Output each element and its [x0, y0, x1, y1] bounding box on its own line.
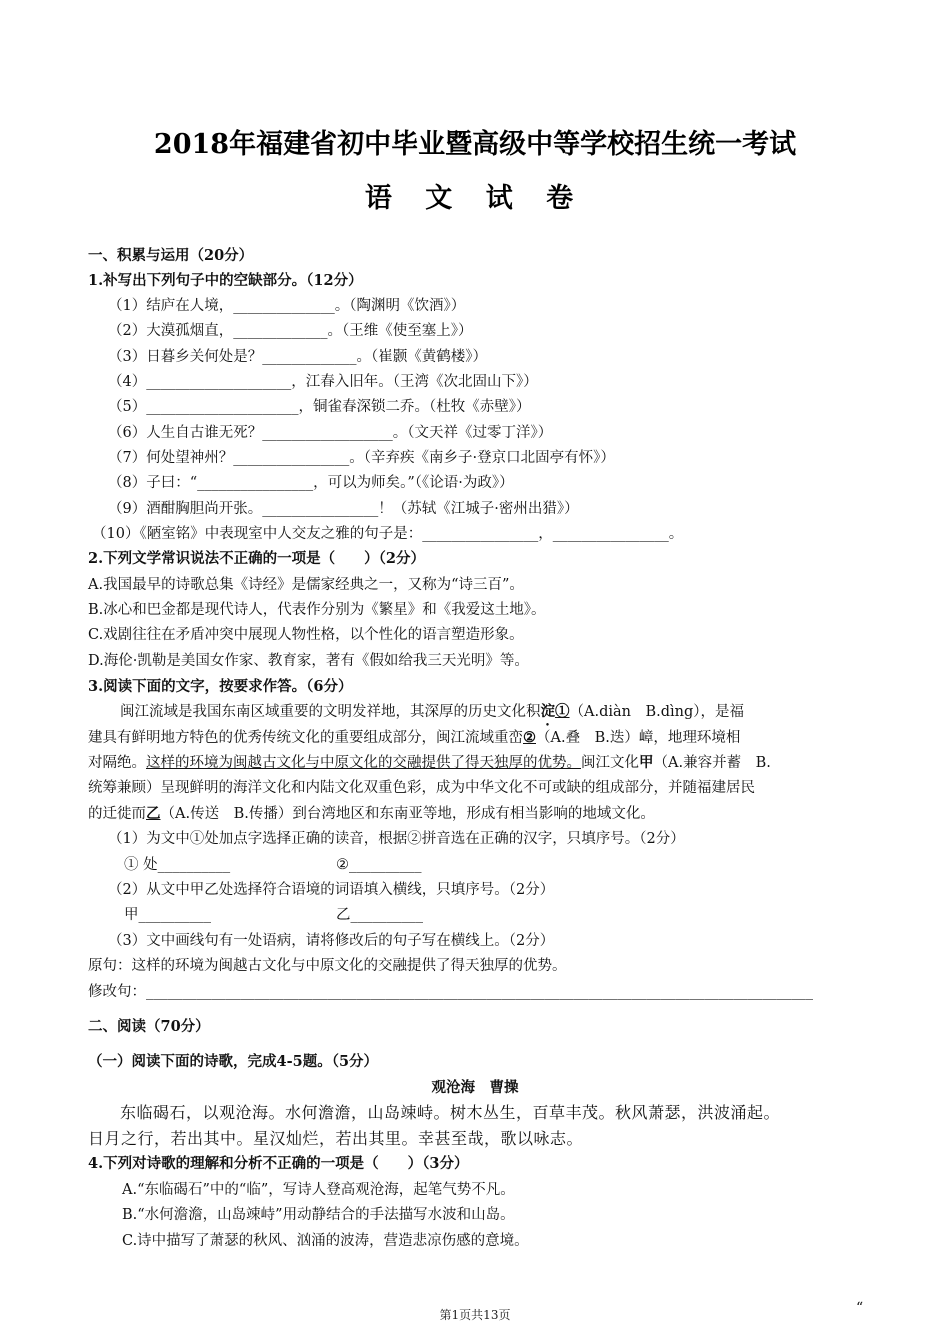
poem-line-2: 日月之行，若出其中。星汉灿烂，若出其里。幸甚至哉，歌以咏志。 [88, 1129, 584, 1148]
page-footer: 第1页共13页 [439, 1308, 511, 1322]
q3-sub-1-answer-b: ②__________ [336, 857, 422, 873]
blank-2: ② [523, 729, 536, 746]
dotted-char: 淀 [540, 703, 555, 720]
q2-option-a: A.我国最早的诗歌总集《诗经》是儒家经典之一，又称为“诗三百”。 [88, 577, 524, 593]
q3-sub-2-answer-jia: 甲__________ [124, 907, 211, 923]
q1-item-3: （3）日暮乡关何处是？_____________。（崔颢《黄鹤楼》） [108, 349, 487, 365]
exam-subtitle: 语 文 试 卷 [364, 183, 586, 214]
blank-yi: 乙 [146, 805, 161, 822]
q2-option-d: D.海伦·凯勒是美国女作家、教育家，著有《假如给我三天光明》等。 [88, 653, 529, 669]
question-4-heading: 4.下列对诗歌的理解和分析不正确的一项是（ ）（3分） [88, 1155, 469, 1172]
reading-part-1-heading: （一）阅读下面的诗歌，完成4-5题。（5分） [88, 1053, 379, 1070]
q3-passage-line-5: 的迁徙而乙（A.传送 B.传播）到台湾地区和东南亚等地，形成有相当影响的地域文化。 [88, 805, 655, 822]
q3-sub-1: （1）为文中①处加点字选择正确的读音，根据②拼音选在正确的汉字，只填序号。（2分） [108, 831, 685, 847]
section-heading-2: 二、阅读（70分） [88, 1018, 210, 1035]
q1-item-8: （8）子曰：“________________，可以为师矣。”（《论语·为政》） [108, 475, 514, 491]
q3-passage-line-1: 闽江流域是我国东南区域重要的文明发祥地，其深厚的历史文化积淀①（A.diàn B.dìng），是福 [120, 703, 745, 720]
q3-sub-3: （3）文中画线句有一处语病，请将修改后的句子写在横线上。（2分） [108, 933, 555, 949]
q4-option-c: C.诗中描写了萧瑟的秋风、汹涌的波涛，营造悲凉伤感的意境。 [122, 1233, 529, 1249]
q3-sub-1-answer-a: ① 处__________ [124, 857, 231, 873]
q1-item-4: （4）____________________，江春入旧年。（王湾《次北固山下》） [108, 374, 538, 390]
q1-item-9: （9）酒酣胸胆尚开张。________________！（苏轼《江城子·密州出猎》） [108, 501, 579, 517]
q1-item-10: （10）《陋室铭》中表现室中人交友之雅的句子是：________________，________________。 [92, 526, 684, 542]
q1-item-1: （1）结庐在人境，______________。（陶渊明《饮酒》） [108, 298, 466, 314]
question-2-heading: 2.下列文学常识说法不正确的一项是（ ）（2分） [88, 550, 425, 567]
question-3-heading: 3.阅读下面的文字，按要求作答。（6分） [88, 678, 353, 695]
q4-option-b: B.“水何澹澹，山岛竦峙”用动静结合的手法描写水波和山岛。 [122, 1207, 515, 1223]
underlined-sentence: 这样的环境为闽越古文化与中原文化的交融提供了得天独厚的优势。 [146, 755, 581, 771]
q1-item-7: （7）何处望神州？________________。（辛弃疾《南乡子·登京口北固亭有怀》） [108, 450, 615, 466]
exam-title: 2018年福建省初中毕业暨高级中等学校招生统一考试 [153, 129, 797, 160]
q3-passage-line-2: 建具有鲜明地方特色的优秀传统文化的重要组成部分，闽江流域重峦②（A.叠 B.迭）嶂，地理环境相 [88, 729, 741, 746]
corner-mark: “ [856, 1300, 864, 1316]
section-heading-1: 一、积累与运用（20分） [88, 247, 254, 264]
q2-option-b: B.冰心和巴金都是现代诗人，代表作分别为《繁星》和《我爱这土地》。 [88, 602, 546, 618]
blank-1: ① [555, 703, 570, 720]
q3-sub-2: （2）从文中甲乙处选择符合语境的词语填入横线，只填序号。（2分） [108, 882, 555, 898]
question-1-heading: 1.补写出下列句子中的空缺部分。（12分） [88, 272, 363, 289]
q4-option-a: A.“东临碣石”中的“临”，写诗人登高观沧海，起笔气势不凡。 [122, 1182, 515, 1198]
q1-item-2: （2）大漠孤烟直，_____________。（王维《使至塞上》） [108, 323, 473, 339]
q1-item-5: （5）_____________________，铜雀春深锁二乔。（杜牧《赤壁》） [108, 399, 531, 415]
blank-jia: 甲 [639, 754, 654, 771]
poem-line-1: 东临碣石，以观沧海。水何澹澹，山岛竦峙。树木丛生，百草丰茂。秋风萧瑟，洪波涌起。 [120, 1103, 781, 1122]
q3-passage-line-3: 对隔绝。这样的环境为闽越古文化与中原文化的交融提供了得天独厚的优势。闽江文化甲（A.兼容并蓄 B. [88, 754, 771, 771]
q3-original-sentence: 原句：这样的环境为闽越古文化与中原文化的交融提供了得天独厚的优势。 [88, 958, 567, 974]
q2-option-c: C.戏剧往往在矛盾冲突中展现人物性格，以个性化的语言塑造形象。 [88, 627, 524, 643]
q1-item-6: （6）人生自古谁无死？__________________。（文天祥《过零丁洋》） [108, 425, 553, 441]
q3-sub-2-answer-yi: 乙__________ [336, 907, 423, 923]
q3-revised-sentence: 修改句：____________________________________________________________________________________________ [88, 984, 813, 1000]
poem-title: 观沧海 曹操 [431, 1079, 519, 1096]
q3-passage-line-4: 统筹兼顾）呈现鲜明的海洋文化和内陆文化双重色彩，成为中华文化不可或缺的组成部分，并随福建居民 [88, 780, 755, 796]
